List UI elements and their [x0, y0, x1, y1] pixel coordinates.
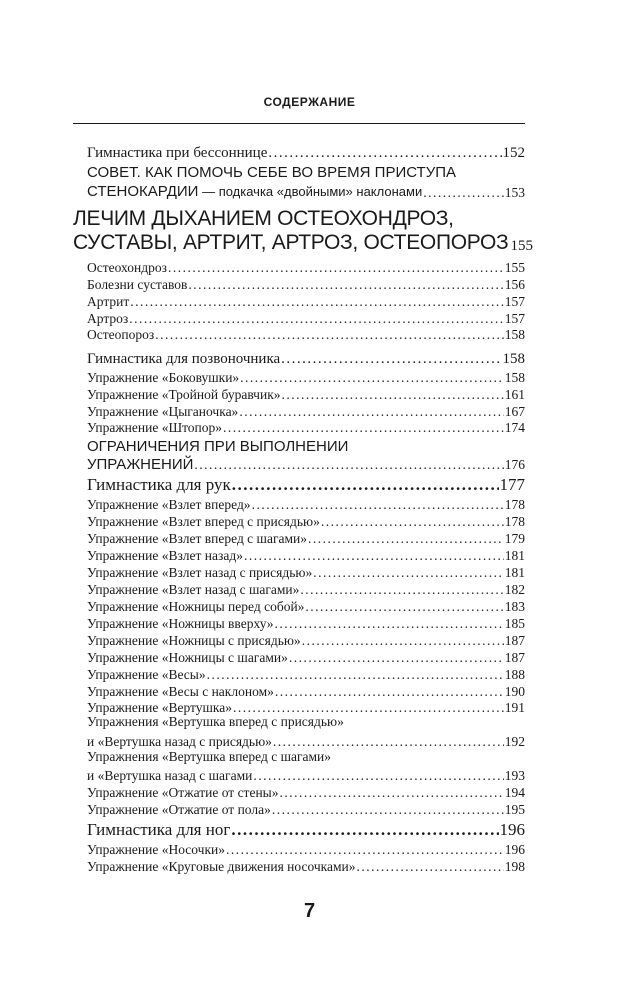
toc-entry-page: 187 [504, 650, 525, 665]
toc-entry[interactable] [87, 783, 525, 801]
toc-entry-page: 157 [504, 311, 525, 326]
toc-entry-title-rest: — подкачка «двойными» наклонами [198, 184, 423, 199]
toc-leader [289, 650, 504, 666]
toc-entry[interactable] [87, 857, 525, 875]
toc-entry[interactable] [87, 732, 525, 750]
toc-entry-page: 174 [504, 420, 525, 435]
toc-leader [252, 497, 504, 513]
header-rule [73, 123, 525, 124]
toc-entry-page: 158 [504, 370, 525, 385]
toc-entry[interactable] [87, 766, 525, 784]
toc-entry-title: Остеопороз [87, 327, 155, 342]
toc-entry-title: Упражнение «Боковушки» [87, 370, 240, 385]
toc-entry-page: 176 [504, 457, 525, 472]
toc-entry-page: 193 [504, 768, 525, 783]
toc-leader [308, 531, 504, 547]
toc-entry-title-line2 [87, 183, 422, 201]
toc-leader [207, 667, 504, 683]
toc-entry[interactable] [87, 350, 525, 368]
toc-entry-page: 195 [504, 802, 525, 817]
toc-entry-page: 177 [499, 475, 525, 494]
toc-leader [275, 616, 504, 632]
toc-leader [300, 582, 503, 598]
toc-entry-title: Гимнастика для ног [87, 820, 231, 839]
toc-leader [130, 294, 503, 310]
toc-entry-title: Остеохондроз [87, 260, 167, 275]
toc-entry-title-line2: УПРАЖНЕНИЙ [87, 456, 194, 473]
toc-entry[interactable] [87, 385, 525, 403]
toc-leader [273, 734, 504, 750]
toc-entry-page: 155 [510, 238, 533, 254]
toc-entry-page: 181 [504, 565, 525, 580]
toc-entry[interactable] [87, 822, 525, 840]
toc-entry-page: 196 [504, 842, 525, 857]
toc-entry-page: 152 [502, 145, 525, 161]
toc-leader [268, 145, 501, 162]
toc-entry-title: Упражнение «Взлет вперед с шагами» [87, 531, 307, 546]
toc-leader [282, 387, 504, 403]
toc-entry-title: Упражнение «Круговые движения носочками» [87, 859, 356, 874]
toc-entry-title: Гимнастика при бессоннице [87, 145, 268, 161]
toc-entry-title: Упражнение «Взлет вперед с присядью» [87, 514, 320, 529]
toc-leader [223, 420, 504, 436]
toc-entry-page: 185 [504, 616, 525, 631]
toc-leader [357, 859, 504, 875]
toc-entry-title: Упражнение «Взлет вперед» [87, 497, 251, 512]
toc-leader [240, 370, 504, 386]
toc-entry-page: 192 [504, 734, 525, 749]
page-number: 7 [303, 900, 316, 922]
toc-entry[interactable] [87, 455, 525, 473]
toc-leader [231, 820, 498, 840]
toc-leader [232, 475, 499, 495]
toc-entry-page: 182 [504, 582, 525, 597]
toc-entry-title: Упражнение «Взлет назад» [87, 548, 243, 563]
toc-entry[interactable] [87, 477, 525, 495]
toc-entry-page: 155 [504, 260, 525, 275]
toc-entry[interactable] [87, 648, 525, 666]
toc-entry[interactable] [87, 512, 525, 530]
toc-leader [281, 351, 501, 368]
toc-entry-page: 194 [504, 785, 525, 800]
toc-entry-title: Артрит [87, 294, 130, 309]
toc-entry-title: Упражнение «Ножницы с шагами» [87, 650, 288, 665]
toc-entry-title: Упражнение «Весы» [87, 667, 206, 682]
toc-entry-title: Упражнение «Весы с наклоном» [87, 684, 274, 699]
toc-entry-page: 188 [504, 667, 525, 682]
toc-entry[interactable] [87, 580, 525, 598]
toc-entry-page: 158 [504, 327, 525, 342]
toc-entry-title-line2: и «Вертушка назад с присядью» [87, 734, 272, 749]
toc-leader [226, 842, 504, 858]
toc-entry-page: 178 [504, 497, 525, 512]
toc-entry[interactable] [87, 546, 525, 564]
toc-entry[interactable] [87, 665, 525, 683]
toc-leader [168, 260, 504, 276]
toc-entry-title: Упражнение «Ножницы вверху» [87, 616, 274, 631]
toc-entry-title-line1: ОГРАНИЧЕНИЯ ПРИ ВЫПОЛНЕНИИ [87, 438, 349, 455]
toc-leader [194, 457, 503, 473]
toc-entry-title: Упражнение «Носочки» [87, 842, 225, 857]
toc-entry[interactable] [87, 529, 525, 547]
toc-entry-page: 187 [504, 633, 525, 648]
toc-leader [253, 768, 503, 784]
toc-entry-title: Упражнение «Отжатие от пола» [87, 802, 271, 817]
toc-entry-title: Упражнение «Цыганочка» [87, 404, 239, 419]
toc-entry-page: 181 [504, 548, 525, 563]
toc-entry-page: 157 [504, 294, 525, 309]
toc-entry-page: 179 [504, 531, 525, 546]
toc-entry-title: Артроз [87, 311, 129, 326]
toc-entry-page: 198 [504, 859, 525, 874]
toc-entry[interactable] [87, 275, 525, 293]
toc-leader [302, 633, 504, 649]
toc-leader [305, 599, 503, 615]
toc-entry[interactable] [87, 418, 525, 436]
toc-leader [280, 785, 504, 801]
toc-entry-page: 183 [504, 599, 525, 614]
toc-entry-title: Упражнение «Тройной буравчик» [87, 387, 281, 402]
toc-entry-title: Упражнение «Ножницы перед собой» [87, 599, 305, 614]
toc-entry[interactable] [87, 368, 525, 386]
toc-entry-page: 156 [504, 277, 525, 292]
toc-entry-page: 196 [499, 820, 525, 839]
section-heading-line1: ЛЕЧИМ ДЫХАНИЕМ ОСТЕОХОНДРОЗ, [73, 207, 454, 230]
toc-entry-page: 153 [504, 185, 525, 200]
toc-leader [244, 548, 504, 564]
toc-leader [423, 185, 504, 201]
toc-entry-title: Упражнение «Взлет назад с шагами» [87, 582, 300, 597]
toc-entry[interactable] [87, 614, 525, 632]
toc-entry-title: Упражнение «Взлет назад с присядью» [87, 565, 313, 580]
toc-entry[interactable] [87, 292, 525, 310]
toc-entry-page: 167 [504, 404, 525, 419]
toc-entry[interactable] [87, 495, 525, 513]
toc-leader [313, 565, 504, 581]
toc-entry-title: Гимнастика для рук [87, 475, 231, 494]
toc-entry[interactable] [87, 631, 525, 649]
toc-entry-title-caps: СТЕНОКАРДИИ [87, 183, 199, 200]
toc-entry-title-line1: СОВЕТ. КАК ПОМОЧЬ СЕБЕ ВО ВРЕМЯ ПРИСТУПА [87, 164, 457, 181]
toc-entry-page: 191 [504, 700, 525, 715]
toc-entry[interactable] [87, 258, 525, 276]
toc-entry-title-line1: Упражнения «Вертушка вперед с шагами» [87, 749, 332, 764]
toc-leader [155, 327, 504, 343]
toc-entry[interactable] [87, 840, 525, 858]
toc-entry-title: Болезни суставов [87, 277, 188, 292]
toc-entry[interactable] [87, 563, 525, 581]
section-heading-line2: СУСТАВЫ, АРТРИТ, АРТРОЗ, ОСТЕОПОРОЗ [73, 231, 509, 254]
toc-entry-page: 161 [504, 387, 525, 402]
toc-entry-title: Упражнение «Ножницы с присядью» [87, 633, 301, 648]
toc-entry-title: Упражнение «Вертушка» [87, 700, 232, 715]
section-heading[interactable] [73, 231, 533, 255]
running-header: СОДЕРЖАНИЕ [263, 95, 356, 109]
toc-entry[interactable] [87, 183, 525, 201]
toc-entry-title: Гимнастика для позвоночника [87, 351, 281, 367]
toc-entry-page: 190 [504, 684, 525, 699]
toc-leader [188, 277, 503, 293]
toc-leader [272, 802, 504, 818]
toc-entry-title: Упражнение «Отжатие от стены» [87, 785, 279, 800]
toc-entry[interactable] [87, 144, 525, 162]
toc-entry-title-line2: и «Вертушка назад с шагами [87, 768, 253, 783]
toc-entry[interactable] [87, 800, 525, 818]
toc-entry-title: Упражнение «Штопор» [87, 420, 223, 435]
toc-entry[interactable] [87, 325, 525, 343]
toc-leader [321, 514, 504, 530]
toc-entry[interactable] [87, 597, 525, 615]
toc-entry-page: 178 [504, 514, 525, 529]
toc-entry-title-line1: Упражнения «Вертушка вперед с присядью» [87, 714, 344, 729]
toc-entry-page: 158 [502, 351, 525, 367]
